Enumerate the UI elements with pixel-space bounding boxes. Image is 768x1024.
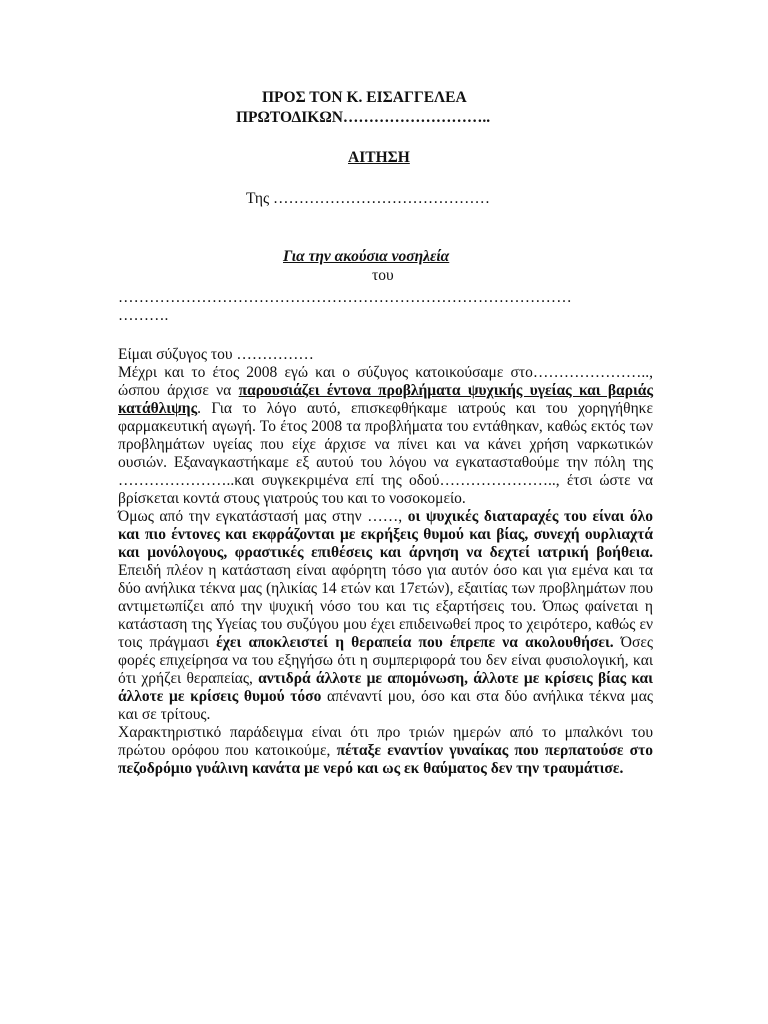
- body-text: Επειδή πλέον η κατάσταση είναι αφόρητη τόσο για αυτόν όσο και για εμένα και τα δύο ανήλικα τέκνα μας (ηλικίας 14 ετών και 17ετών), εξαιτίας των προβλημάτων που αντιμετωπίζει από την ψυχική νόσο του και τις εξαρτήσεις του. Όπως φαίνεται η κατάσταση της Υγείας του συζύγου μου έχει επιδεινωθεί προς το χειρότερο, καθώς εν τοις πράγμασι: [118, 562, 653, 651]
- document-title: ΑΙΤΗΣΗ: [348, 149, 410, 166]
- body-text: Όσες φορές επιχείρησα να του εξηγήσω ότι η συμπεριφορά του δεν είναι φυσιολογική, και ότι χρήζει θεραπείας,: [118, 634, 653, 687]
- recipient-line-2: ΠΡΩΤΟΔΙΚΩΝ………………………..: [236, 109, 491, 126]
- recipient-line-1: ΠΡΟΣ ΤΟΝ Κ. ΕΙΣΑΓΓΕΛΕΑ: [262, 89, 467, 106]
- body-text: . Για το λόγο αυτό, επισκεφθήκαμε ιατρούς και του χορηγήθηκε φαρμακευτική αγωγή. Το έτος 2008 τα προβλήματα του εντάθηκαν, καθώς εκτός των προβλημάτων υγείας που είχε άρχισε να πίνει και να κάνει χρήση ναρκωτικών ουσιών. Εξαναγκαστήκαμε εξ αυτού του λόγου να εγκατασταθούμε την πόλη της …………………..και συγκεκριμένα επί της οδού………………….., έτσι ώστε να βρίσκεται κοντά στους γιατρούς του και το νοσοκομείο.: [118, 400, 653, 507]
- emphasized-text: παρουσιάζει έντονα προβλήματα ψυχικής υγείας και βαριάς κατάθλιψης: [118, 382, 653, 417]
- paragraph: [118, 508, 653, 724]
- emphasized-text: έχει αποκλειστεί η θεραπεία που έπρεπε να ακολουθήσει.: [216, 634, 614, 651]
- emphasized-text: αντιδρά άλλοτε με απομόνωση, άλλοτε με κρίσεις βίας και άλλοτε με κρίσεις θυμού τόσο: [118, 670, 653, 705]
- from-line: Της ……………………………………: [246, 190, 491, 207]
- subject-line: Για την ακούσια νοσηλεία: [283, 248, 450, 265]
- dots-line-1: ……………………………………………………………………………: [118, 289, 572, 306]
- subject-of: του: [372, 267, 394, 284]
- body-text: Όμως από την εγκατάστασή μας στην ……,: [118, 508, 408, 525]
- body-text: απέναντί μου, όσο και στα δύο ανήλικα τέκνα μας και σε τρίτους.: [118, 688, 653, 723]
- emphasized-text: οι ψυχικές διαταραχές του είναι όλο και πιο έντονες και εκφράζονται με εκρήξεις θυμού και βίας, συνεχή ουρλιαχτά και μονόλογους, φραστικές επιθέσεις και άρνηση να δεχτεί ιατρική βοήθεια.: [118, 508, 653, 561]
- emphasized-text: πέταξε εναντίον γυναίκας που περπατούσε στο πεζοδρόμιο γυάλινη κανάτα με νερό και ως εκ θαύματος δεν την τραυμάτισε.: [118, 742, 653, 777]
- document-body: [118, 346, 653, 778]
- paragraph: [118, 364, 653, 508]
- paragraph: [118, 346, 653, 364]
- dots-line-2: ……….: [118, 307, 169, 324]
- body-text: Μέχρι και το έτος 2008 εγώ και ο σύζυγος κατοικούσαμε στο………………….., ώσπου άρχισε να: [118, 364, 653, 399]
- body-text: Χαρακτηριστικό παράδειγμα είναι ότι προ τριών ημερών από το μπαλκόνι του πρώτου ορόφου που κατοικούμε,: [118, 724, 653, 759]
- paragraph: [118, 724, 653, 778]
- body-text: Είμαι σύζυγος του ……………: [118, 346, 314, 363]
